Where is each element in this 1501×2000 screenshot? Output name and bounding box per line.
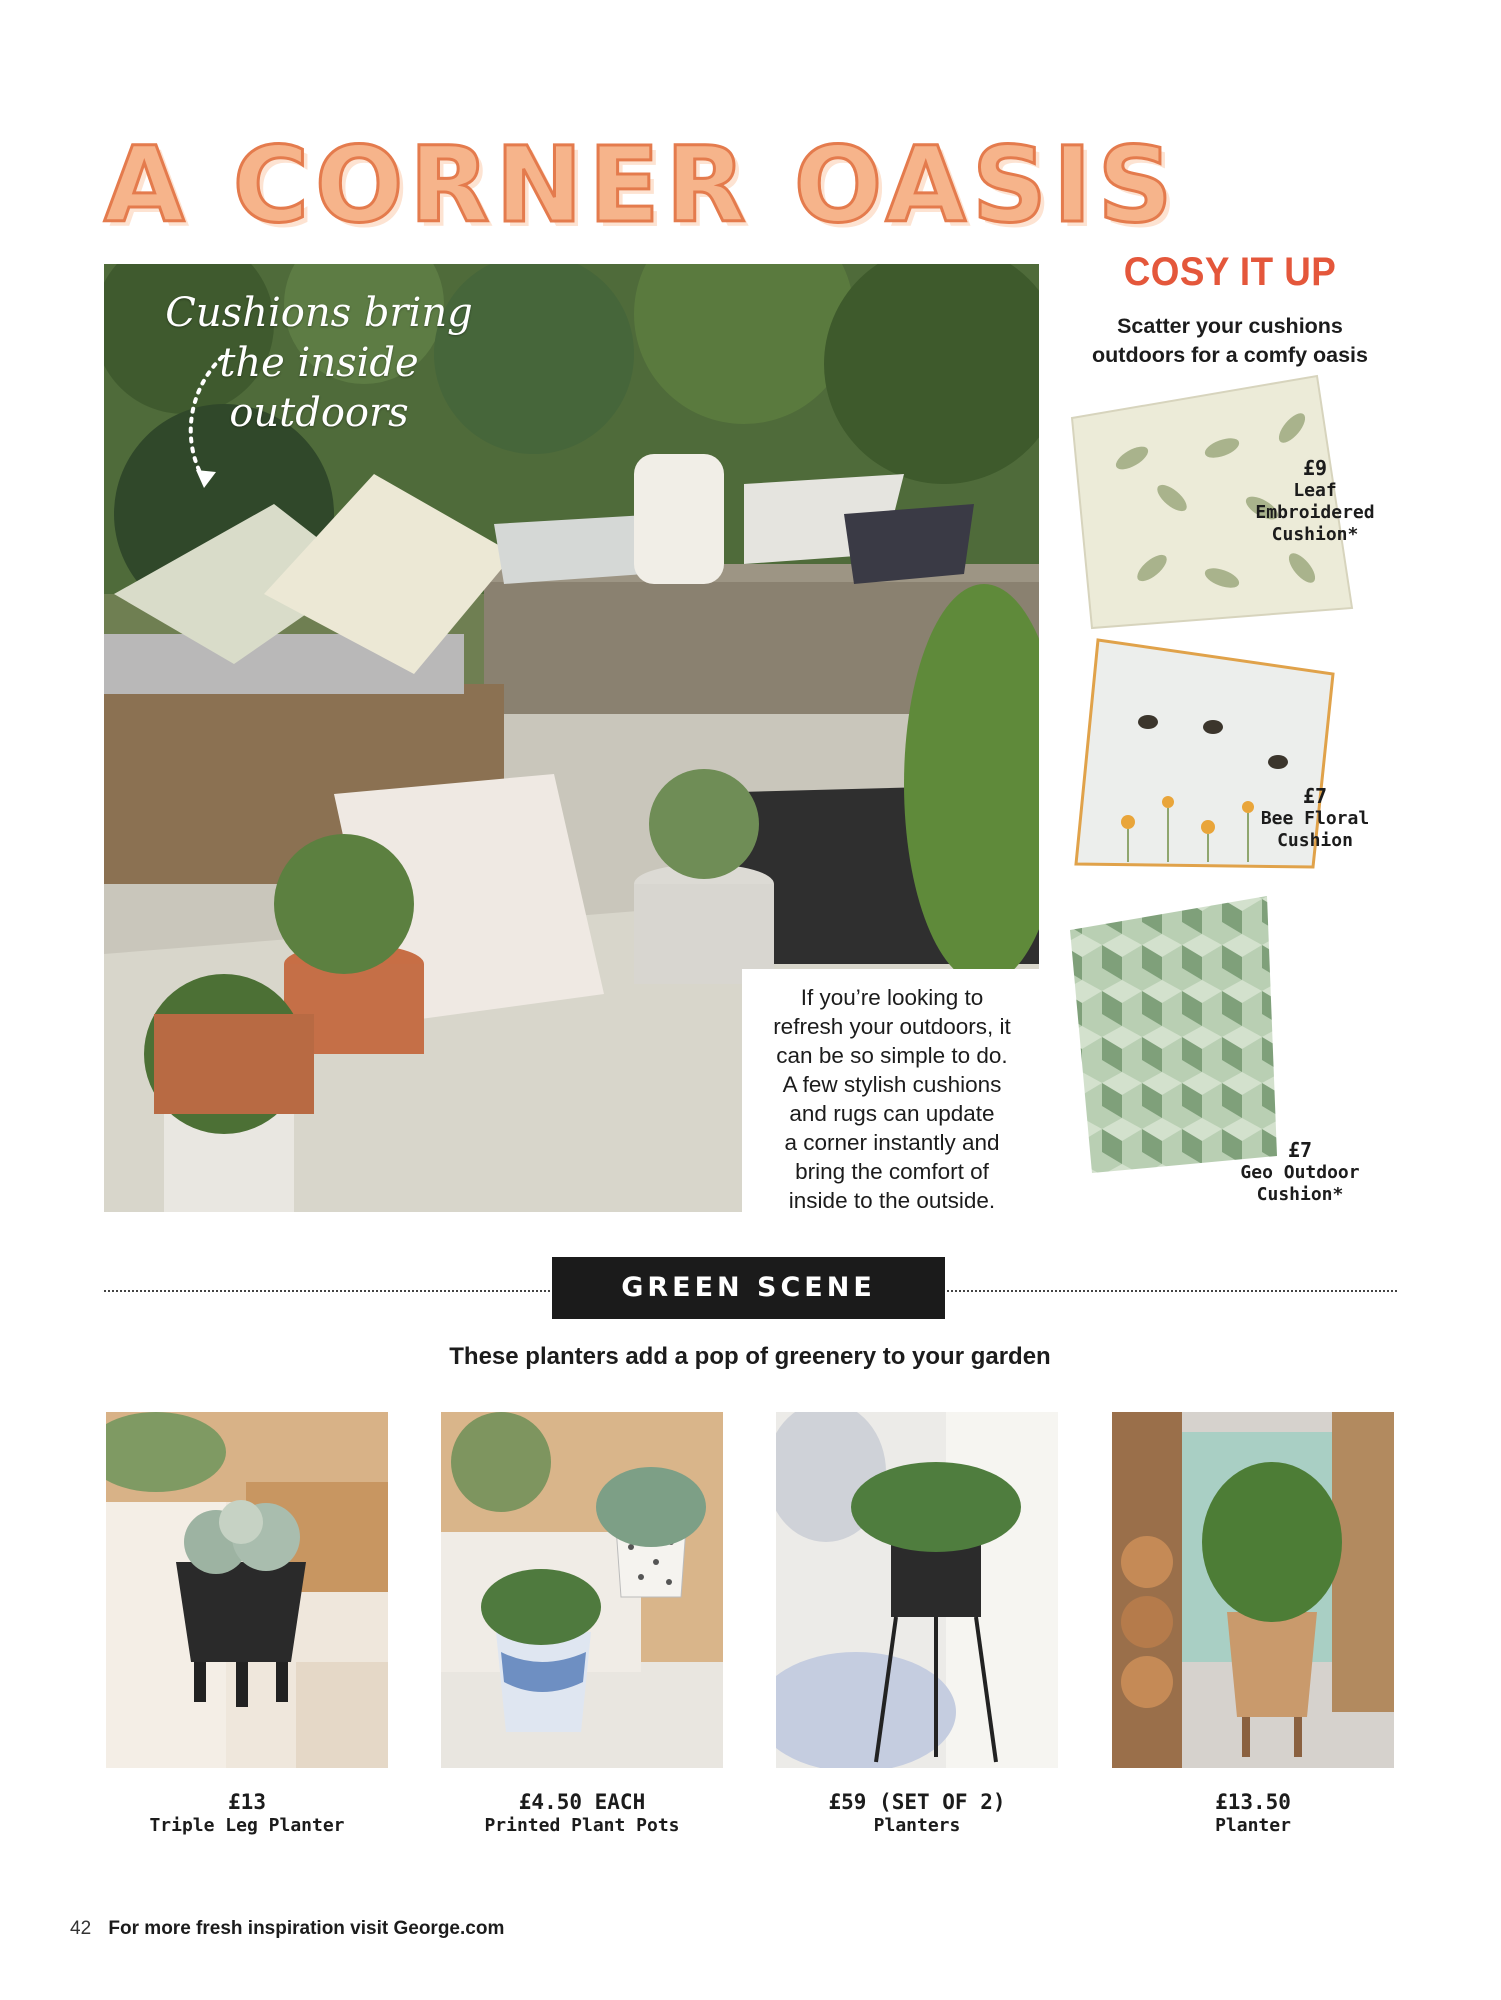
cosy-subtitle-line: outdoors for a comfy oasis (1092, 343, 1368, 367)
product-price: £9 (1302, 456, 1328, 480)
divider-right (947, 1290, 1397, 1292)
intro-line: inside to the outside. (788, 1188, 996, 1213)
cosy-subtitle-line: Scatter your cushions (1117, 314, 1343, 338)
bee-cushion-price-block (1240, 784, 1390, 852)
handwriting-line: outdoors (229, 390, 409, 436)
product-image-planter (1112, 1412, 1394, 1768)
intro-line: and rugs can update (789, 1101, 995, 1126)
green-scene-heading: GREEN SCENE (552, 1257, 945, 1319)
product-caption-planters-set (776, 1790, 1058, 1837)
page-title: A CORNER OASIS (104, 124, 1179, 246)
product-price: £13.50 (1215, 1790, 1291, 1814)
intro-line: If you’re looking to (800, 985, 984, 1010)
product-name-line: Geo Outdoor (1240, 1162, 1360, 1183)
intro-paragraph (752, 983, 1032, 1215)
dotted-arrow-icon (182, 352, 242, 492)
hero-handwritten-caption (104, 288, 534, 438)
cosy-subtitle (1060, 312, 1400, 370)
page-footer (70, 1918, 504, 1940)
product-name: Triple Leg Planter (149, 1815, 345, 1836)
intro-text-box (742, 969, 1042, 1212)
product-price: £7 (1287, 1138, 1313, 1162)
product-name: Printed Plant Pots (484, 1815, 680, 1836)
product-name-line: Bee Floral (1260, 808, 1370, 829)
product-price: £4.50 EACH (518, 1790, 646, 1814)
geo-cushion-image (1062, 888, 1282, 1178)
footer-link-text[interactable]: For more fresh inspiration visit George.com (108, 1918, 505, 1939)
product-price: £59 (SET OF 2) (828, 1790, 1006, 1814)
page-number: 42 (70, 1918, 92, 1939)
product-caption-planter (1112, 1790, 1394, 1837)
product-name-line: Cushion* (1271, 524, 1359, 545)
intro-line: bring the comfort of (795, 1159, 989, 1184)
product-price: £7 (1302, 784, 1328, 808)
product-image-triple-leg-planter (106, 1412, 388, 1768)
product-name-line: Embroidered (1255, 502, 1375, 523)
product-image-planters-set (776, 1412, 1058, 1768)
product-image-printed-plant-pots (441, 1412, 723, 1768)
divider-left (104, 1290, 550, 1292)
intro-line: can be so simple to do. (776, 1043, 1008, 1068)
intro-line: refresh your outdoors, it (773, 1014, 1011, 1039)
product-name: Planters (873, 1815, 961, 1836)
geo-cushion-price-block (1215, 1138, 1385, 1206)
intro-line: A few stylish cushions (782, 1072, 1002, 1097)
product-name-line: Cushion* (1256, 1184, 1344, 1205)
intro-line: a corner instantly and (784, 1130, 1000, 1155)
cosy-heading: COSY IT UP (1123, 250, 1337, 294)
product-caption-triple-leg-planter (106, 1790, 388, 1837)
product-price: £13 (228, 1790, 266, 1814)
product-caption-printed-plant-pots (441, 1790, 723, 1837)
product-name: Planter (1215, 1815, 1291, 1836)
leaf-cushion-price-block (1240, 456, 1390, 546)
green-scene-subtitle: These planters add a pop of greenery to your garden (449, 1343, 1051, 1370)
handwriting-line: Cushions bring (165, 290, 473, 336)
handwriting-line: the inside (219, 340, 419, 386)
product-name-line: Cushion (1277, 830, 1353, 851)
product-name-line: Leaf (1293, 480, 1337, 501)
